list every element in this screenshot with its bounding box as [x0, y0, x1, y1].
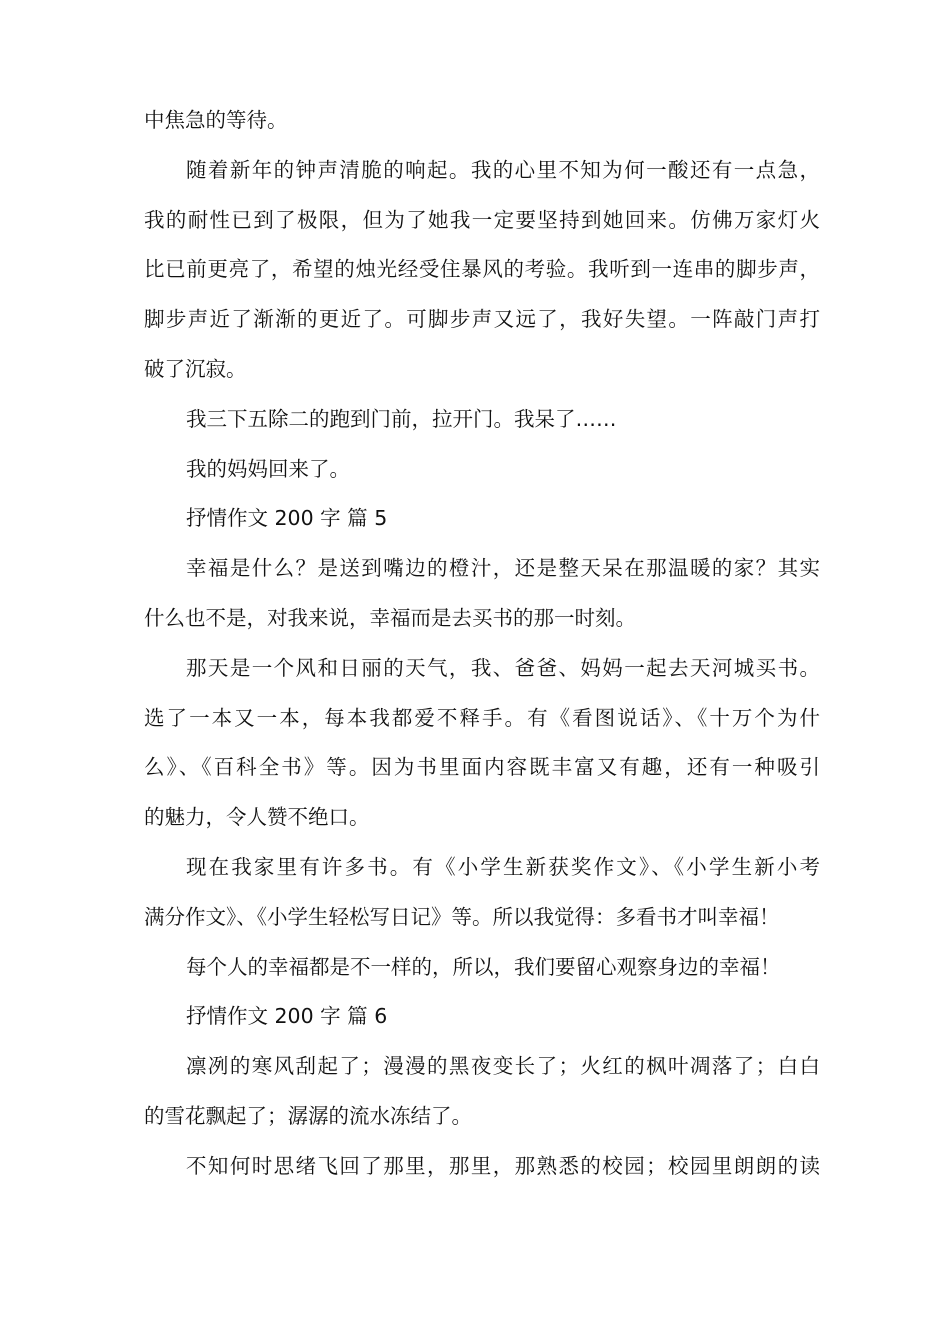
text-line: 我三下五除二的跑到门前，拉开门。我呆了……: [186, 406, 617, 431]
section-heading: 抒情作文 200 字 篇 6: [186, 1004, 388, 1029]
text-line: 不知何时思绪飞回了那里，那里，那熟悉的校园；校园里朗朗的读: [186, 1153, 820, 1178]
text-line: 我的耐性已到了极限，但为了她我一定要坚持到她回来。仿佛万家灯火: [144, 207, 820, 232]
text-line: 中焦急的等待。: [144, 108, 288, 132]
text-line: 凛冽的寒风刮起了；漫漫的黑夜变长了；火红的枫叶凋落了；白白: [186, 1054, 820, 1079]
text-line: 脚步声近了渐渐的更近了。可脚步声又远了，我好失望。一阵敲门声打: [144, 307, 820, 332]
text-line: 的雪花飘起了；潺潺的流水冻结了。: [144, 1103, 472, 1128]
text-line: 的魅力，令人赞不绝口。: [144, 805, 370, 830]
text-line: 么》、《百科全书》等。因为书里面内容既丰富又有趣，还有一种吸引: [144, 755, 820, 780]
document-body: [144, 96, 820, 1192]
text-line: 破了沉寂。: [144, 356, 247, 381]
text-line: 那天是一个风和日丽的天气，我、爸爸、妈妈一起去天河城买书。: [186, 655, 820, 680]
text-line: 选了一本又一本，每本我都爱不释手。有《看图说话》、《十万个为什: [144, 705, 820, 730]
text-line: 随着新年的钟声清脆的响起。我的心里不知为何一酸还有一点急，: [186, 157, 820, 182]
text-line: 满分作文》、《小学生轻松写日记》等。所以我觉得：多看书才叫幸福！: [144, 904, 780, 929]
text-line: 现在我家里有许多书。有《小学生新获奖作文》、《小学生新小考: [186, 854, 820, 879]
text-line: 什么也不是，对我来说，幸福而是去买书的那一时刻。: [144, 605, 636, 630]
text-line: 每个人的幸福都是不一样的，所以，我们要留心观察身边的幸福！: [186, 954, 781, 979]
text-line: 比已前更亮了，希望的烛光经受住暴风的考验。我听到一连串的脚步声，: [144, 257, 820, 282]
section-heading: 抒情作文 200 字 篇 5: [186, 506, 388, 531]
text-line: 我的妈妈回来了。: [186, 456, 350, 481]
text-line: 幸福是什么？是送到嘴边的橙汁，还是整天呆在那温暖的家？其实: [186, 556, 820, 581]
